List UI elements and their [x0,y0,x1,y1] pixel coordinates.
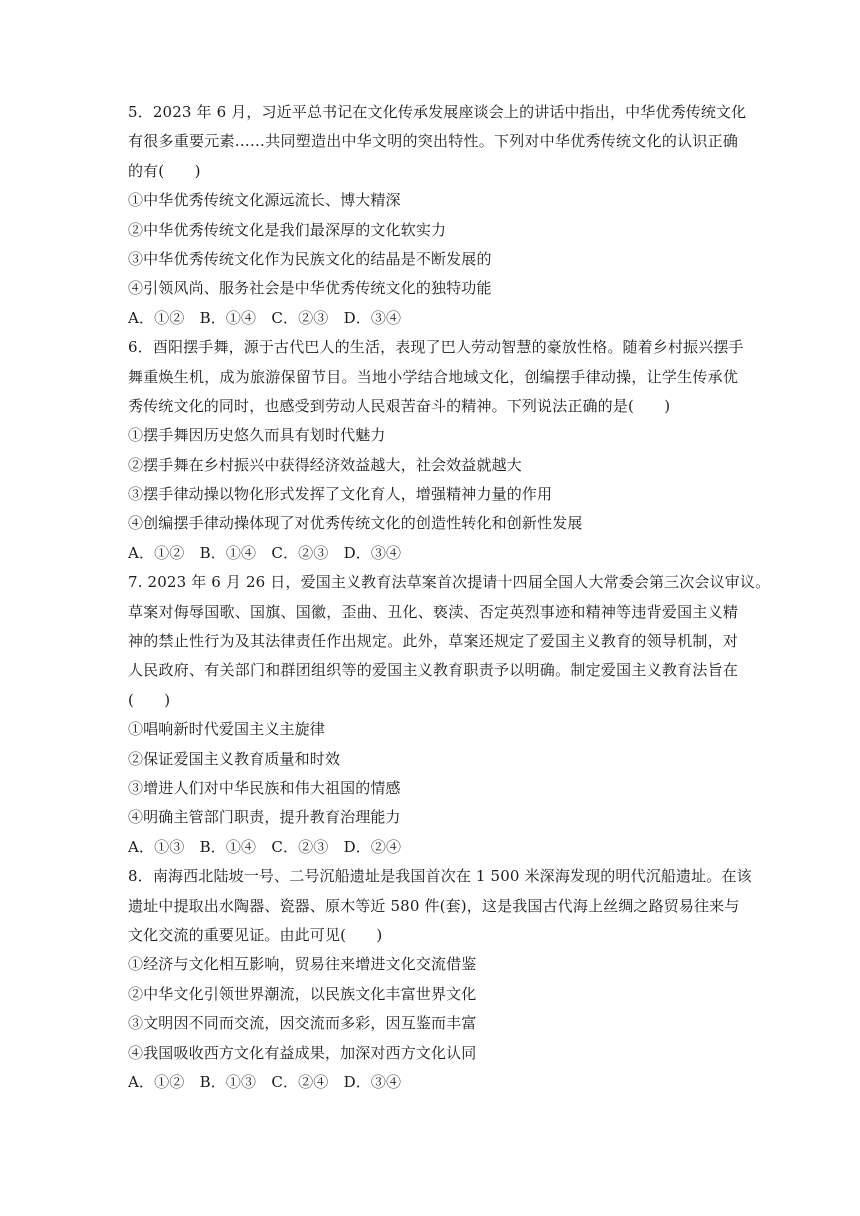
stem-line: 神的禁止性行为及其法律责任作出规定。此外，草案还规定了爱国主义教育的领导机制，对 [128,632,738,651]
stem-line: 遗址中提取出水陶器、瓷器、原木等近 580 件(套)，这是我国古代海上丝绸之路贸易往来与 [128,896,740,915]
exam-page [128,98,771,1097]
option-4: ④引领风尚、服务社会是中华优秀传统文化的独特功能 [128,279,492,298]
stem-line: 有很多重要元素……共同塑造出中华文明的突出特性。下列对中华优秀传统文化的认识正确 [128,132,738,151]
question-stem [128,862,752,950]
stem-line: 7. 2023 年 6 月 26 日，爱国主义教育法草案首次提请十四届全国人大常委会第三次会议审议。 [128,573,771,592]
question-6 [128,333,744,568]
answer-choices: A．①② B．①③ C．②④ D．③④ [128,1072,402,1091]
stem-line: 6．酉阳摆手舞，源于古代巴人的生活，表现了巴人劳动智慧的豪放性格。随着乡村振兴摆手 [128,338,744,357]
option-2: ②中华优秀传统文化是我们最深厚的文化软实力 [128,220,447,239]
option-3: ③增进人们对中华民族和伟大祖国的情感 [128,778,401,797]
stem-line: ( ) [128,690,171,709]
option-1: ①唱响新时代爱国主义主旋律 [128,720,325,739]
question-stem [128,568,771,715]
option-1: ①摆手舞因历史悠久而具有划时代魅力 [128,426,386,445]
stem-line: 的有( ) [128,161,201,180]
option-3: ③文明因不同而交流，因交流而多彩，因互鉴而丰富 [128,1014,477,1033]
stem-line: 8．南海西北陆坡一号、二号沉船遗址是我国首次在 1 500 米深海发现的明代沉船遗址。在该 [128,867,752,886]
question-7 [128,568,771,862]
option-4: ④我国吸收西方文化有益成果，加深对西方文化认同 [128,1043,477,1062]
question-5 [128,98,747,333]
answer-choices: A．①② B．①④ C．②③ D．③④ [128,543,402,562]
stem-line: 草案对侮辱国歌、国旗、国徽，歪曲、丑化、亵渎、否定英烈事迹和精神等违背爱国主义精 [128,602,738,621]
option-4: ④明确主管部门职责，提升教育治理能力 [128,808,401,827]
option-3: ③中华优秀传统文化作为民族文化的结晶是不断发展的 [128,249,492,268]
stem-line: 文化交流的重要见证。由此可见( ) [128,925,383,944]
option-2: ②保证爱国主义教育质量和时效 [128,749,341,768]
stem-line: 秀传统文化的同时，也感受到劳动人民艰苦奋斗的精神。下列说法正确的是( ) [128,396,671,415]
option-2: ②中华文化引领世界潮流，以民族文化丰富世界文化 [128,984,477,1003]
option-2: ②摆手舞在乡村振兴中获得经济效益越大，社会效益就越大 [128,455,522,474]
option-4: ④创编摆手律动操体现了对优秀传统文化的创造性转化和创新性发展 [128,514,583,533]
answer-choices: A．①② B．①④ C．②③ D．③④ [128,308,402,327]
option-1: ①经济与文化相互影响，贸易往来增进文化交流借鉴 [128,955,477,974]
option-3: ③摆手律动操以物化形式发挥了文化育人，增强精神力量的作用 [128,485,553,504]
question-stem [128,333,744,421]
question-stem [128,98,747,186]
question-8 [128,862,752,1097]
stem-line: 舞重焕生机，成为旅游保留节目。当地小学结合地域文化，创编摆手律动操，让学生传承优 [128,367,738,386]
stem-line: 人民政府、有关部门和群团组织等的爱国主义教育职责予以明确。制定爱国主义教育法旨在 [128,661,738,680]
option-1: ①中华优秀传统文化源远流长、博大精深 [128,191,401,210]
answer-choices: A．①③ B．①④ C．②③ D．②④ [128,837,402,856]
stem-line: 5．2023 年 6 月，习近平总书记在文化传承发展座谈会上的讲话中指出，中华优秀传统文化 [128,103,747,121]
